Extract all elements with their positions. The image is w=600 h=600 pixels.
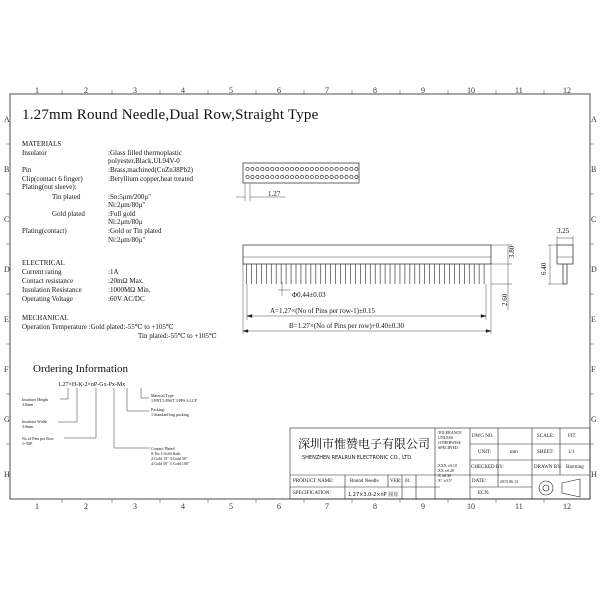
material-value: :Brass,machined(CuZn38Pb2): [108, 166, 193, 174]
mechanical-row: Operation Temperature :Gold plated:-55℃ to +105℃: [22, 323, 174, 331]
hole: [320, 167, 323, 170]
hole: [276, 175, 279, 178]
hole: [305, 175, 308, 178]
grid-row-label: D: [4, 265, 10, 274]
electrical-label: Operating Voltage: [22, 295, 73, 303]
electrical-label: Current rating: [22, 268, 62, 276]
grid-row-label: F: [4, 365, 9, 374]
hole: [345, 167, 348, 170]
pin-dia-dim: Φ0.44±0.03: [292, 291, 326, 299]
material-label: Gold plated: [52, 210, 85, 218]
checked-label: CHECKED BY:: [471, 465, 504, 470]
total-height-dim: 6.40: [540, 262, 548, 275]
hole: [256, 175, 259, 178]
grid-col-label: 5: [229, 502, 233, 511]
dwg-no-label: DWG NO.: [472, 434, 494, 439]
hole: [286, 175, 289, 178]
hole: [266, 167, 269, 170]
hole: [251, 175, 254, 178]
scale-value: FIT: [568, 434, 576, 439]
hole: [315, 167, 318, 170]
ecn-label: ECN:: [478, 491, 490, 496]
grid-col-label: 9: [421, 502, 425, 511]
tolerance-note: TOLERANCE UNLESS OTHERWISE SPECIFIED: [438, 430, 462, 450]
hole: [335, 175, 338, 178]
hole: [310, 167, 313, 170]
grid-col-label: 7: [325, 502, 329, 511]
unit-value: mm: [510, 450, 518, 455]
projection-symbol: [539, 479, 580, 497]
mechanical-row: Tin plated:-55℃ to +105℃: [138, 332, 217, 340]
materials-heading: MATERIALS: [22, 140, 62, 148]
hole: [345, 175, 348, 178]
ordering-code: 1.27×H-K-2×nP-Gx-Px-Mx: [58, 382, 126, 388]
grid-col-label: 2: [84, 502, 88, 511]
hole: [286, 167, 289, 170]
grid-col-label: 12: [563, 86, 571, 95]
packing-note: Packing: 1:Standard bag packing: [151, 407, 189, 417]
material-value: :Sn:5μm/200μ": [108, 193, 152, 201]
grid-col-label: 1: [35, 86, 39, 95]
hole: [305, 167, 308, 170]
width-note: Insulator Width 3.0mm: [22, 419, 47, 429]
insulator-height-dim: 3.80: [508, 245, 516, 258]
material-value: :Glass filled thermoplastic: [108, 149, 182, 157]
grid-col-label: 11: [515, 86, 523, 95]
electrical-heading: ELECTRICAL: [22, 259, 65, 267]
top-view: [243, 163, 359, 183]
grid-col-label: 7: [325, 86, 329, 95]
grid-row-label: D: [591, 265, 597, 274]
material-value: Ni:2μm/80μ": [108, 236, 146, 244]
grid-col-label: 12: [563, 502, 571, 511]
hole: [310, 175, 313, 178]
pins-note: No.of Pins per Row 1~50P: [22, 436, 54, 446]
material-label: Plating(contact): [22, 227, 67, 235]
hole: [256, 167, 259, 170]
grid-row-label: H: [4, 470, 10, 479]
electrical-label: Insulation Resistance: [22, 286, 82, 294]
hole: [246, 175, 249, 178]
grid-row-label: H: [591, 470, 597, 479]
grid-col-label: 3: [133, 502, 137, 511]
grid-col-label: 9: [421, 86, 425, 95]
drawing-title: 1.27mm Round Needle,Dual Row,Straight Type: [22, 107, 319, 123]
hole: [281, 175, 284, 178]
drawn-label: DRAWN BY:: [534, 465, 562, 470]
material-value: :Gold or Tin plated: [108, 227, 162, 235]
a-dimension-formula: A=1.27×(No of Pins per row-1)±0.15: [270, 307, 376, 315]
hole: [340, 167, 343, 170]
company-name-en: SHENZHEN REALRUN ELECTRONIC CO., LTD.: [302, 455, 413, 461]
material-label: Plating(out sleeve):: [22, 183, 77, 191]
grid-row-label: F: [591, 365, 596, 374]
grid-row-label: C: [4, 215, 10, 224]
hole: [330, 167, 333, 170]
grid-col-label: 10: [467, 86, 475, 95]
grid-row-label: A: [591, 115, 597, 124]
grid-row-label: A: [4, 115, 10, 124]
hole: [320, 175, 323, 178]
grid-col-label: 4: [181, 502, 185, 511]
hole: [261, 167, 264, 170]
material-label: Insulator: [22, 149, 47, 157]
hole: [276, 167, 279, 170]
material-label: Pin: [22, 166, 32, 174]
hole: [271, 175, 274, 178]
grid-col-label: 3: [133, 86, 137, 95]
grid-col-label: 1: [35, 502, 39, 511]
hole: [290, 175, 293, 178]
hole: [295, 167, 298, 170]
electrical-label: Contact resistance: [22, 277, 74, 285]
grid-row-label: E: [4, 315, 9, 324]
hole: [340, 175, 343, 178]
material-value: polyester,Black,UL94V-0: [108, 157, 180, 165]
hole: [266, 175, 269, 178]
side-view: [557, 245, 573, 284]
unit-label: UNIT:: [478, 450, 492, 455]
hole: [350, 167, 353, 170]
electrical-value: :60V AC/DC: [108, 295, 145, 303]
top-view-holes: [246, 167, 358, 178]
electrical-value: :1000MΩ Min.: [108, 286, 151, 294]
hole: [271, 167, 274, 170]
grid-col-label: 2: [84, 86, 88, 95]
hole: [290, 167, 293, 170]
spec-value: 1.27×3.0-2×nP 圆母: [348, 492, 399, 498]
height-note: Insulator Height 3.0mm: [22, 397, 49, 407]
hole: [246, 167, 249, 170]
spec-label: SPECIFICATION:: [293, 491, 331, 496]
hole: [325, 175, 328, 178]
drawn-value: Barrning: [566, 465, 584, 470]
material-label: Tin plated: [52, 193, 81, 201]
plated-note: Contact Plated 0:Tin 1:Gold flash 2:Gold 15" 3:Gold 30" 4:Gold 50" 5:Gold 100": [151, 446, 190, 466]
grid-row-label: G: [591, 415, 597, 424]
hole: [355, 167, 358, 170]
hole: [350, 175, 353, 178]
mechanical-heading: MECHANICAL: [22, 314, 69, 322]
material-note: Material Type: 1:PBT 2:PA6T 3:PPS 4:LCP: [151, 393, 197, 403]
grid-col-label: 6: [277, 86, 281, 95]
material-value: :Full gold: [108, 210, 136, 218]
date-label: DATE:: [472, 479, 487, 484]
electrical-value: :20mΩ Max.: [108, 277, 144, 285]
grid-col-label: 8: [373, 86, 377, 95]
material-value: Ni:2μm/80μ: [108, 218, 143, 226]
ver-label: VER:: [390, 479, 402, 484]
product-value: Round Needle: [350, 479, 379, 484]
hole: [355, 175, 358, 178]
sheet-value: 1/1: [568, 450, 575, 455]
company-name-cn: 深圳市惟赞电子有限公司: [298, 437, 431, 451]
material-label: Clip(contact 6 finger): [22, 175, 83, 183]
hole: [300, 167, 303, 170]
width-dim: 3.25: [557, 227, 570, 235]
grid-row-label: E: [591, 315, 596, 324]
sheet-label: SHEET:: [537, 450, 554, 455]
b-dimension-formula: B=1.27×(No of Pins per row)+0.40±0.30: [289, 322, 405, 330]
ordering-heading: Ordering Information: [33, 363, 128, 375]
scale-label: SCALE:: [537, 434, 555, 439]
material-value: :Beryllium copper,heat treated: [108, 175, 194, 183]
hole: [335, 167, 338, 170]
hole: [330, 175, 333, 178]
electrical-value: :1A: [108, 268, 119, 276]
hole: [261, 175, 264, 178]
grid-col-label: 11: [515, 502, 523, 511]
grid-col-label: 6: [277, 502, 281, 511]
grid-col-label: 4: [181, 86, 185, 95]
grid-row-label: B: [4, 165, 10, 174]
ver-value: 01: [405, 479, 410, 484]
front-view-pins: [247, 264, 485, 284]
front-view: [243, 245, 491, 264]
hole: [281, 167, 284, 170]
grid-col-label: 5: [229, 86, 233, 95]
tail-length-dim: 2.60: [501, 293, 509, 306]
pitch-dim: 1.27: [268, 190, 281, 198]
hole: [325, 167, 328, 170]
grid-col-label: 8: [373, 502, 377, 511]
material-value: Ni:2μm/80μ": [108, 201, 146, 209]
hole: [295, 175, 298, 178]
grid-row-label: B: [591, 165, 597, 174]
tolerance-values: .XXX ±0.10 .XX ±0.20 .X ±0.30 .X° ±0.5°: [437, 463, 457, 483]
grid-col-label: 10: [467, 502, 475, 511]
hole: [315, 175, 318, 178]
product-label: PRODUCT NAME:: [293, 479, 334, 484]
date-value: 2015.06.13: [500, 479, 518, 484]
hole: [251, 167, 254, 170]
grid-row-label: C: [591, 215, 597, 224]
hole: [300, 175, 303, 178]
grid-row-label: G: [4, 415, 10, 424]
